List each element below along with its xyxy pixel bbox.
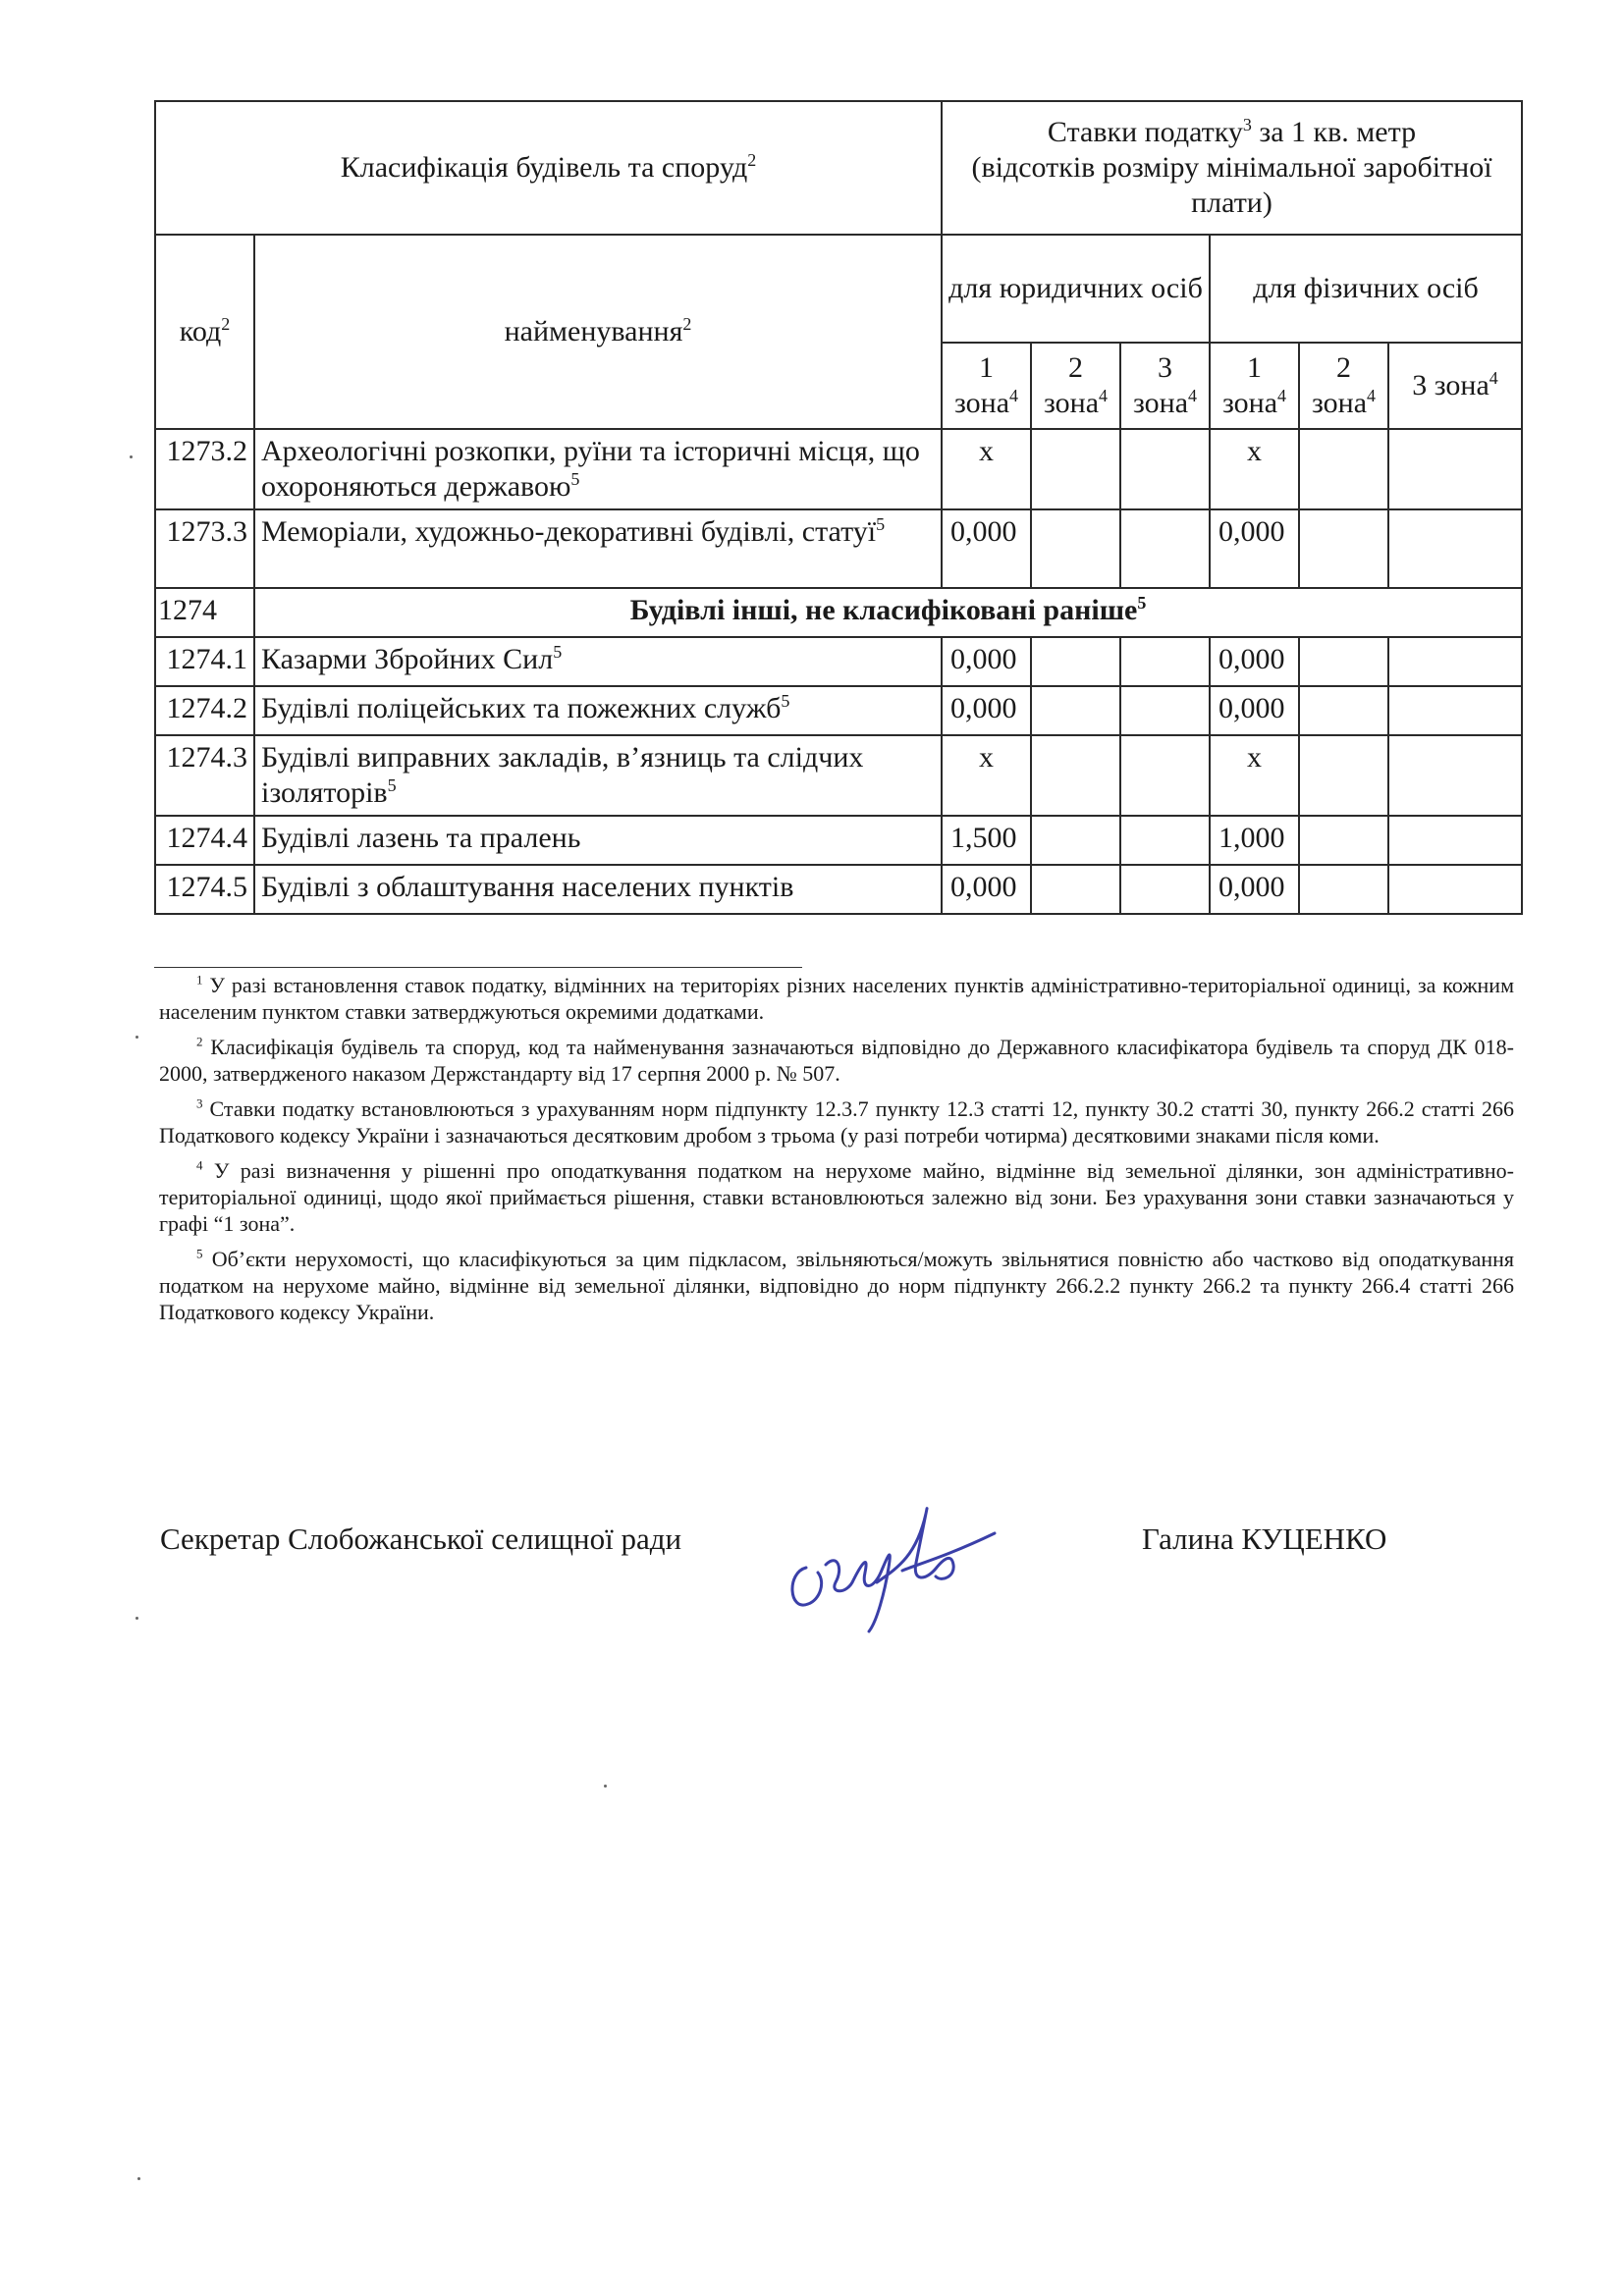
row-legal-zone-2: [1031, 735, 1120, 816]
row-legal-zone-1: 0,000: [942, 686, 1031, 735]
row-legal-zone-2: [1031, 816, 1120, 865]
row-ind-zone-3: [1388, 865, 1522, 914]
tax-rates-table: [154, 100, 1523, 915]
row-code: 1273.3: [155, 509, 254, 588]
row-legal-zone-1: х: [942, 735, 1031, 816]
table-row: [155, 637, 1522, 686]
table-row: [155, 735, 1522, 816]
footnotes: [159, 972, 1514, 1334]
row-ind-zone-1: 0,000: [1210, 865, 1299, 914]
table-group-row: [155, 588, 1522, 637]
row-name: Казарми Збройних Сил$^5$: [254, 637, 942, 686]
header-name: найменування$^2$: [254, 235, 942, 429]
row-ind-zone-1: х: [1210, 735, 1299, 816]
row-ind-zone-2: [1299, 509, 1388, 588]
row-ind-zone-3: [1388, 735, 1522, 816]
scan-dot: [135, 1036, 138, 1039]
row-legal-zone-2: [1031, 686, 1120, 735]
header-ind-zone-1: 1 зона$^4$: [1210, 343, 1299, 429]
row-code: 1274.2: [155, 686, 254, 735]
signer-name: Галина КУЦЕНКО: [1142, 1522, 1387, 1556]
table-row: [155, 509, 1522, 588]
row-legal-zone-3: [1120, 509, 1210, 588]
row-legal-zone-3: [1120, 429, 1210, 509]
row-name: Будівлі поліцейських та пожежних служб$^5$: [254, 686, 942, 735]
row-name: Будівлі виправних закладів, в’язниць та слідчих ізоляторів$^5$: [254, 735, 942, 816]
header-legal-zone-1: 1 зона$^4$: [942, 343, 1031, 429]
footnote-3: $^3$ Ставки податку встановлюються з урахуванням норм підпункту 12.3.7 пункту 12.3 статті 12, пункту 30.2 статті 30, пункту 266.2 статті 266 Податкового кодексу України і зазначаються десятковим дробом з трьома (у разі потреби чотирма) десятковими знаками після коми.: [159, 1095, 1515, 1148]
scan-dot: [135, 1617, 138, 1620]
row-name: Археологічні розкопки, руїни та історичні місця, що охороняються державою$^5$: [254, 429, 942, 509]
row-legal-zone-3: [1120, 865, 1210, 914]
row-ind-zone-2: [1299, 637, 1388, 686]
row-ind-zone-2: [1299, 735, 1388, 816]
row-ind-zone-1: х: [1210, 429, 1299, 509]
footnote-5: $^5$ Об’єкти нерухомості, що класифікуються за цим підкласом, звільняються/можуть звільнятися повністю або частково від оподаткування податком на нерухоме майно, відмінне від земельної ділянки, відповідно до норм підпункту 266.2.2 пункту 266.2 та пункту 266.4 статті 266 Податкового кодексу України.: [159, 1246, 1514, 1324]
table-row: [155, 816, 1522, 865]
table-row: [155, 429, 1522, 509]
row-ind-zone-2: [1299, 686, 1388, 735]
row-name: Будівлі з облаштування населених пунктів: [254, 865, 942, 914]
footnote-2: $^2$ Класифікація будівель та споруд, код та найменування зазначаються відповідно до Державного класифікатора будівель та споруд ДК 018-2000, затвердженого наказом Держстандарту від 17 серпня 2000 р. № 507.: [159, 1034, 1514, 1086]
scan-dot: [604, 1785, 607, 1788]
header-code: код$^2$: [155, 235, 254, 429]
header-ind-zone-2: 2 зона$^4$: [1299, 343, 1388, 429]
row-code: 1274: [155, 588, 254, 637]
row-code: 1274.1: [155, 637, 254, 686]
row-code: 1274.5: [155, 865, 254, 914]
row-code: 1274.4: [155, 816, 254, 865]
row-legal-zone-2: [1031, 637, 1120, 686]
header-classification: Класифікація будівель та споруд$^2$: [155, 101, 942, 235]
header-legal-entities: для юридичних осіб: [942, 235, 1210, 343]
row-ind-zone-3: [1388, 816, 1522, 865]
footnote-divider: [154, 967, 802, 968]
signature-block: [160, 1522, 1515, 1639]
row-ind-zone-3: [1388, 509, 1522, 588]
header-individuals: для фізичних осіб: [1210, 235, 1522, 343]
row-legal-zone-3: [1120, 735, 1210, 816]
group-title: Будівлі інші, не класифіковані раніше$^5$: [254, 588, 1522, 637]
header-legal-zone-2: 2 зона$^4$: [1031, 343, 1120, 429]
row-ind-zone-2: [1299, 429, 1388, 509]
row-legal-zone-1: 0,000: [942, 637, 1031, 686]
row-code: 1273.2: [155, 429, 254, 509]
row-name: Будівлі лазень та пралень: [254, 816, 942, 865]
header-legal-zone-3: 3 зона$^4$: [1120, 343, 1210, 429]
row-ind-zone-3: [1388, 429, 1522, 509]
row-legal-zone-3: [1120, 637, 1210, 686]
row-ind-zone-1: 0,000: [1210, 637, 1299, 686]
row-legal-zone-2: [1031, 429, 1120, 509]
row-ind-zone-1: 1,000: [1210, 816, 1299, 865]
row-legal-zone-1: х: [942, 429, 1031, 509]
scan-dot: [137, 2177, 140, 2180]
row-name: Меморіали, художньо-декоративні будівлі, статуї$^5$: [254, 509, 942, 588]
footnote-1: $^1$ У разі встановлення ставок податку, відмінних на територіях різних населених пунктів адміністративно-територіальної одиниці, за кожним населеним пунктом ставки затверджуються окремими додатками.: [159, 972, 1514, 1024]
row-legal-zone-1: 1,500: [942, 816, 1031, 865]
row-legal-zone-3: [1120, 686, 1210, 735]
row-ind-zone-1: 0,000: [1210, 686, 1299, 735]
table-row: [155, 865, 1522, 914]
row-legal-zone-1: 0,000: [942, 865, 1031, 914]
footnote-4: $^4$ У разі визначення у рішенні про оподаткування податком на нерухоме майно, відмінне від земельної ділянки, зон адміністративно-територіальної одиниці, щодо якої приймається рішення, ставки встановлюються залежно від зони. Без урахування зони ставки зазначаються у графі “1 зона”.: [159, 1157, 1514, 1236]
signer-title: Секретар Слобожанської селищної ради: [160, 1522, 682, 1556]
row-ind-zone-2: [1299, 816, 1388, 865]
row-ind-zone-2: [1299, 865, 1388, 914]
row-legal-zone-2: [1031, 509, 1120, 588]
handwritten-signature: [779, 1474, 1004, 1641]
row-ind-zone-3: [1388, 686, 1522, 735]
row-ind-zone-1: 0,000: [1210, 509, 1299, 588]
row-ind-zone-3: [1388, 637, 1522, 686]
header-ind-zone-3: 3 зона$^4$: [1388, 343, 1522, 429]
row-code: 1274.3: [155, 735, 254, 816]
row-legal-zone-2: [1031, 865, 1120, 914]
scan-dot: [130, 455, 133, 458]
header-tax-rates: Ставки податку$^3$ за 1 кв. метр (відсотків розміру мінімальної заробітної плати): [942, 101, 1522, 235]
row-legal-zone-1: 0,000: [942, 509, 1031, 588]
row-legal-zone-3: [1120, 816, 1210, 865]
table-row: [155, 686, 1522, 735]
